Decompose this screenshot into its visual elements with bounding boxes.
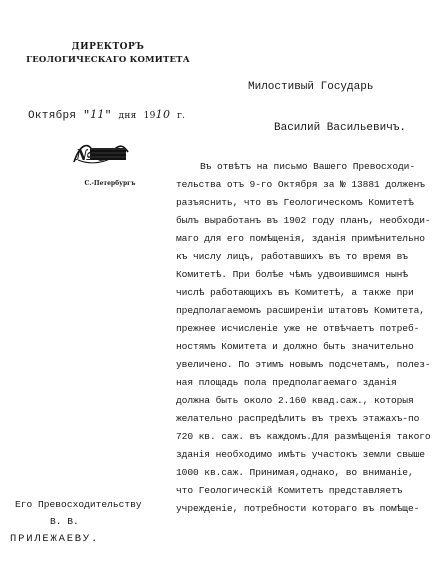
number-stamp [70,140,130,168]
body-line: Комитетѣ. При болѣе чѣмъ удвоившимся нынѣ [176,269,408,280]
letterhead-subtitle: ГЕОЛОГИЧЕСКАГО КОМИТЕТА [26,55,190,65]
body-line: ностямъ Комитета и должно быть значительно [176,341,414,352]
body-line: зданія необходимо имѣть участокъ земли свыше [176,449,425,460]
body-line: тельства отъ 9-го Октября за № 13881 долженъ [176,179,425,190]
letterhead-title: ДИРЕКТОРЪ [71,42,145,52]
body-line: 720 кв. саж. въ каждомъ.Для размѣщенія такого [176,431,431,442]
body-line: къ числу лицъ, работавшихъ въ то время въ [176,251,408,262]
body-line: учрежденіе, потребности котораго въ помѣще- [176,503,420,514]
body-line: ная площадь пола предполагаемаго зданія [176,377,397,388]
body-line: что Геологическій Комитетъ представляетъ [176,485,403,496]
date-year-suffix: 10 [155,108,171,121]
date-dnya: дня [118,111,137,121]
salutation: Милостивый Государь [248,81,374,93]
city-label: С.-Петербургъ [84,180,136,187]
addressee-title: Его Превосходительству [15,499,142,510]
body-line: 1000 кв.саж. Принимая,однако, во вниманіе, [176,467,414,478]
body-line: прежнее исчисленіе уже не отвѣчаетъ потреб- [176,323,420,334]
addressee-initials: В. В. [50,516,79,527]
body-line: увеличено. По этимъ новымъ подсчетамъ, полез- [176,359,431,370]
body-line: должна быть около 2.160 квад.саж., которыя [176,395,414,406]
date-month: Октября [28,110,77,122]
body-line: предполагаемомъ расширеніи штатовъ Комитета, [176,305,425,316]
number-symbol: № [76,146,93,164]
salutation-name: Василий Васильевичъ. [274,122,407,134]
body-line: разъяснить, что въ Геологическомъ Комитетѣ [176,197,414,208]
body-line: числѣ работающихъ въ Комитетѣ, а также при [176,287,414,298]
body-line: былъ выработанъ въ 1902 году планъ, необходи- [176,215,431,226]
date-year-end: г. [177,111,186,121]
date-day: 11 [90,108,105,121]
date-year-prefix: 19 [143,111,156,121]
addressee-surname: ПРИЛЕЖАЕВУ. [10,533,100,545]
body-line: Въ отвѣтъ на письмо Вашего Превосходи- [200,161,415,172]
body-line: маго для его помѣщенія, зданія примѣнительно [176,233,425,244]
body-line: желательно распредѣлить въ трехъ этажахъ-по [176,413,420,424]
date-line: Октября "11" дня 1910 г. [28,108,186,122]
